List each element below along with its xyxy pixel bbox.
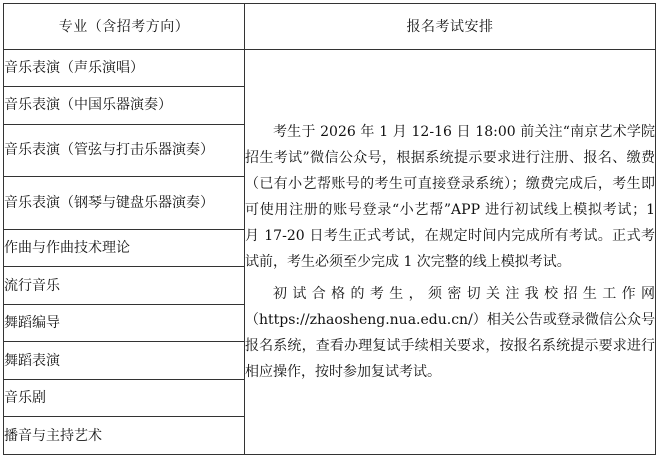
admission-schedule-table <box>3 3 656 455</box>
table-header-row <box>4 4 656 50</box>
arrangement-paragraph: 考生于 2026 年 1 月 12-16 日 18:00 前关注“南京艺术学院招生考试”微信公众号，根据系统提示要求进行注册、报名、缴费（已有小艺帮账号的考生可直接登录系统）；缴费完成后，考生即可使用注册的账号登录“小艺帮”APP 进行初试线上模拟考试；1 月 17-20 日考生正式考试，在规定时间内完成所有考试。正式考试前，考生必须至少完成 1 次完整的线上模拟考试。 <box>245 123 655 270</box>
major-cell: 流行音乐 <box>4 267 245 304</box>
table-row <box>4 49 656 86</box>
arrangement-paragraph: 初试合格的考生，须密切关注我校招生工作网（https://zhaosheng.nua.edu.cn/）相关公告或登录微信公众号报名系统，查看办理复试手续相关要求，按报名系统提示要求进行相应操作，按时参加复试考试。 <box>245 285 655 380</box>
major-cell: 舞蹈表演 <box>4 342 245 379</box>
major-cell: 舞蹈编导 <box>4 304 245 341</box>
major-column-header: 专业（含招考方向） <box>4 4 245 50</box>
major-cell: 作曲与作曲技术理论 <box>4 229 245 266</box>
arrangement-column-header: 报名考试安排 <box>245 4 656 50</box>
major-cell: 音乐表演（钢琴与键盘乐器演奏） <box>4 177 245 230</box>
major-cell: 音乐表演（中国乐器演奏） <box>4 87 245 124</box>
major-cell: 音乐表演（声乐演唱） <box>4 49 245 86</box>
major-cell: 音乐表演（管弦与打击乐器演奏） <box>4 124 245 177</box>
major-cell: 播音与主持艺术 <box>4 417 245 455</box>
arrangement-cell <box>245 49 656 454</box>
major-cell: 音乐剧 <box>4 379 245 416</box>
